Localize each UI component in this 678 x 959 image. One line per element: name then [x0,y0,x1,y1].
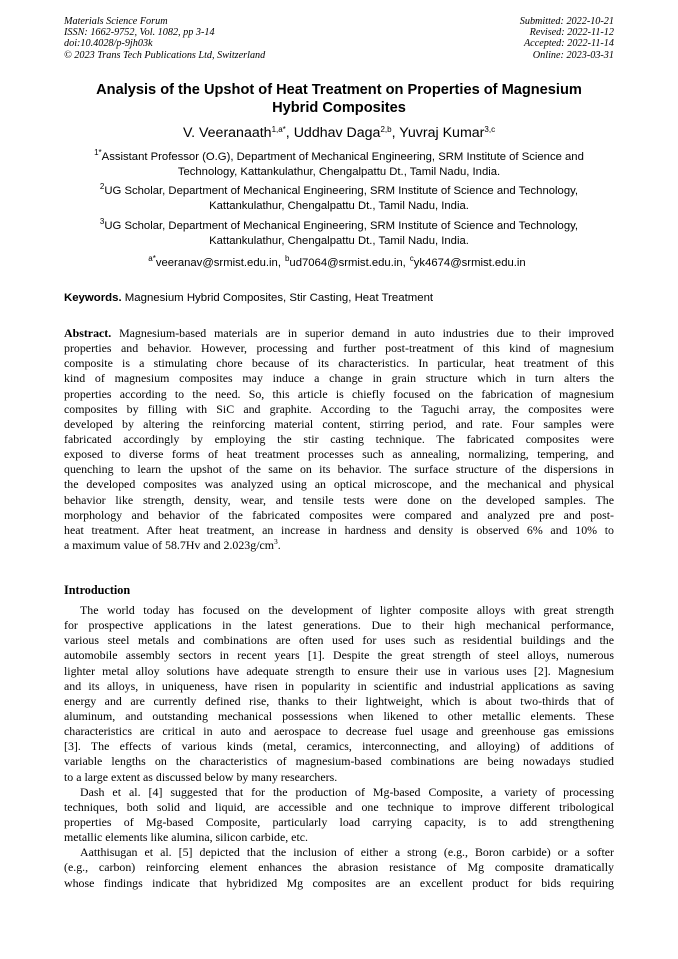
introduction-line: Dash et al. [4] suggested that for the production of Mg-based Composite, a variety of processing [80,784,614,799]
doi[interactable]: doi:10.4028/p-9jh03k [64,38,153,50]
introduction-line: for prospective applications in the latest generations. Due to their high mechanical performance, [64,618,614,633]
introduction-line: automobile assembly sectors in recent years [1]. Despite the great strength of steel alloys, numerous [64,648,614,663]
email-mark: a* [148,254,156,263]
author-affil-mark: 3,c [484,125,496,134]
introduction-line: whose findings indicate that hybridized Mg composites are an excellent product for bids requiring [64,875,614,890]
introduction-line: characteristics are critical in auto and aerospace to decrease fuel usage and greenhouse gas emissions [64,724,614,739]
introduction-line: properties of Mg-based Composite, particularly load carrying capacity, is to add strengthening [64,814,614,829]
introduction-line: techniques, both solid and liquid, are accessible and one technique to improve different tribological [64,799,614,814]
introduction-line: to a large extent as discussed below by many researchers. [64,769,338,784]
abstract-line: behavior like strength, density, wear, and tensile tests were done on the developed samples. The [64,492,614,507]
author-separator: , [285,125,294,141]
affiliation-2 [64,184,614,215]
publication-dates [520,16,614,61]
abstract-end: . [277,537,281,552]
abstract-label: Abstract. [64,326,112,340]
title-line: Analysis of the Upshot of Heat Treatment on Properties of Magnesium [96,82,582,98]
author-affil-mark: 1,a* [271,125,286,134]
author-name: V. Veeranaath [182,125,272,141]
issn-volume: ISSN: 1662-9752, Vol. 1082, pp 3-14 [64,27,215,39]
journal-info [64,16,265,61]
introduction-line: and its alloys, in uniqueness, have risen in popularity in scientific and industrial applications as saving [64,678,614,693]
abstract-line: properties according to the need. So, this article is chiefly focused on the fabrication of magnesium [64,386,614,401]
abstract-line: exposed to diverse forms of heat treatment processes such as annealing, normalizing, tempering, and [64,447,614,462]
abstract-line: fabricated accordingly by employing the stir casting technique. The fabricated composites were [64,431,614,446]
introduction-line: lighter metal alloy solutions have adequate strength to ensure their use in various uses [2]. Magnesium [64,663,614,678]
introduction-line: [3]. The effects of various kinds (metal, ceramics, interconnecting, and alloying) of additions of [64,739,614,754]
author-name: Uddhav Daga [293,125,381,141]
affiliation-line: Technology, Kattankulathur, Chengalpattu Dt., Tamil Nadu, India. [177,166,501,179]
email-address[interactable]: yk4674@srmist.edu.in [413,257,526,269]
paper-title [64,81,614,117]
affiliation-1 [64,150,614,181]
affiliation-mark: 1* [94,148,102,157]
introduction-line: (e.g., carbon) reinforcing element enhances the abrasion resistance of Mg composite dramatically [64,860,614,875]
unit-exponent: 3 [274,536,278,546]
affiliation-mark: 2 [99,182,105,191]
email-address[interactable]: ud7064@srmist.edu.in, [289,257,406,269]
email-mark: c [409,254,414,263]
affiliation-line: UG Scholar, Department of Mechanical Engineering, SRM Institute of Science and Technology, [104,185,579,197]
introduction-line: energy and are currently defined rise, thanks to their lightweight, which is about two-thirds that of [64,693,614,708]
affiliation-line: Kattankulathur, Chengalpattu Dt., Tamil Nadu, India. [209,200,469,213]
affiliation-line: Assistant Professor (O.G), Department of Mechanical Engineering, SRM Institute of Science and [101,151,584,163]
online-date: Online: 2023-03-31 [532,49,614,61]
keywords [64,291,614,305]
abstract-line: developed by altering the reinforcing material content, stirring period, and rate. Four samples were [64,416,614,431]
keywords-label: Keywords. [64,292,122,304]
abstract-line: kind of magnesium composites may induce a change in grain structure which in turn alters the [64,371,614,386]
copyright: © 2023 Trans Tech Publications Ltd, Switzerland [64,49,266,61]
revised-date: Revised: 2022-11-12 [529,27,614,39]
affiliation-mark: 3 [99,217,105,226]
abstract [64,326,614,553]
abstract-line: the developed composites was analyzed using an optical microscope, and the mechanical and physical [64,477,614,492]
abstract-line: heat treatment. After heat treatment, an increase in hardness and density is observed 6% and 10% to [64,522,614,537]
abstract-line: a maximum value of 58.7Hv and 2.023g/cm [64,537,275,552]
affiliation-3 [64,219,614,250]
introduction-line: The world today has focused on the development of lighter composite alloys with great strength [80,603,614,617]
author-separator: , [391,125,400,141]
introduction-line: variable lengths on the characteristics of magnesium-based combinations are being nowadays studied [64,754,614,769]
introduction-body [64,603,614,891]
abstract-line: composite is a stimulating chore because of its characteristics. In particular, heat treatment of this [64,356,614,371]
abstract-line: properties and behavior. However, processing and further post-treatment of this kind of magnesium [64,341,614,356]
section-heading-introduction: Introduction [64,583,131,597]
author-emails [64,256,614,270]
introduction-line: Aatthisugan et al. [5] depicted that the inclusion of either a strong (e.g., Boron carbide) or a softer [80,845,614,860]
introduction-line: aluminum, and outstanding mechanical possessions when likened to other metallic elements. These [64,708,614,723]
introduction-line: metallic elements like alumina, silicon carbide, etc. [64,830,308,845]
keywords-text: Magnesium Hybrid Composites, Stir Casting, Heat Treatment [124,292,434,304]
author-list [64,125,614,142]
email-address[interactable]: veeranav@srmist.edu.in, [155,257,281,269]
abstract-line: composites by filling with SiC and graphite. According to the Taguchi array, the composites were [64,401,614,416]
affiliation-line: UG Scholar, Department of Mechanical Engineering, SRM Institute of Science and Technology, [104,220,579,232]
abstract-line: quenching to learn the upshot of the same on its behavior. The surface structure of the dispersions in [64,462,614,477]
abstract-line: morphology and behavior of the fabricated composites were compared and analyzed pre and post- [64,507,614,522]
author-affil-mark: 2,b [380,125,392,134]
affiliation-line: Kattankulathur, Chengalpattu Dt., Tamil Nadu, India. [209,235,469,248]
accepted-date: Accepted: 2022-11-14 [523,38,614,50]
email-mark: b [284,254,290,263]
author-name: Yuvraj Kumar [399,125,485,141]
journal-name: Materials Science Forum [64,16,168,27]
title-line: Hybrid Composites [272,100,406,116]
abstract-line: Magnesium-based materials are in superior demand in auto industries due to their improved [111,326,614,340]
introduction-line: various steel metals and combinations are often used for uses such as residential buildings and the [64,633,614,648]
submitted-date: Submitted: 2022-10-21 [519,16,614,27]
